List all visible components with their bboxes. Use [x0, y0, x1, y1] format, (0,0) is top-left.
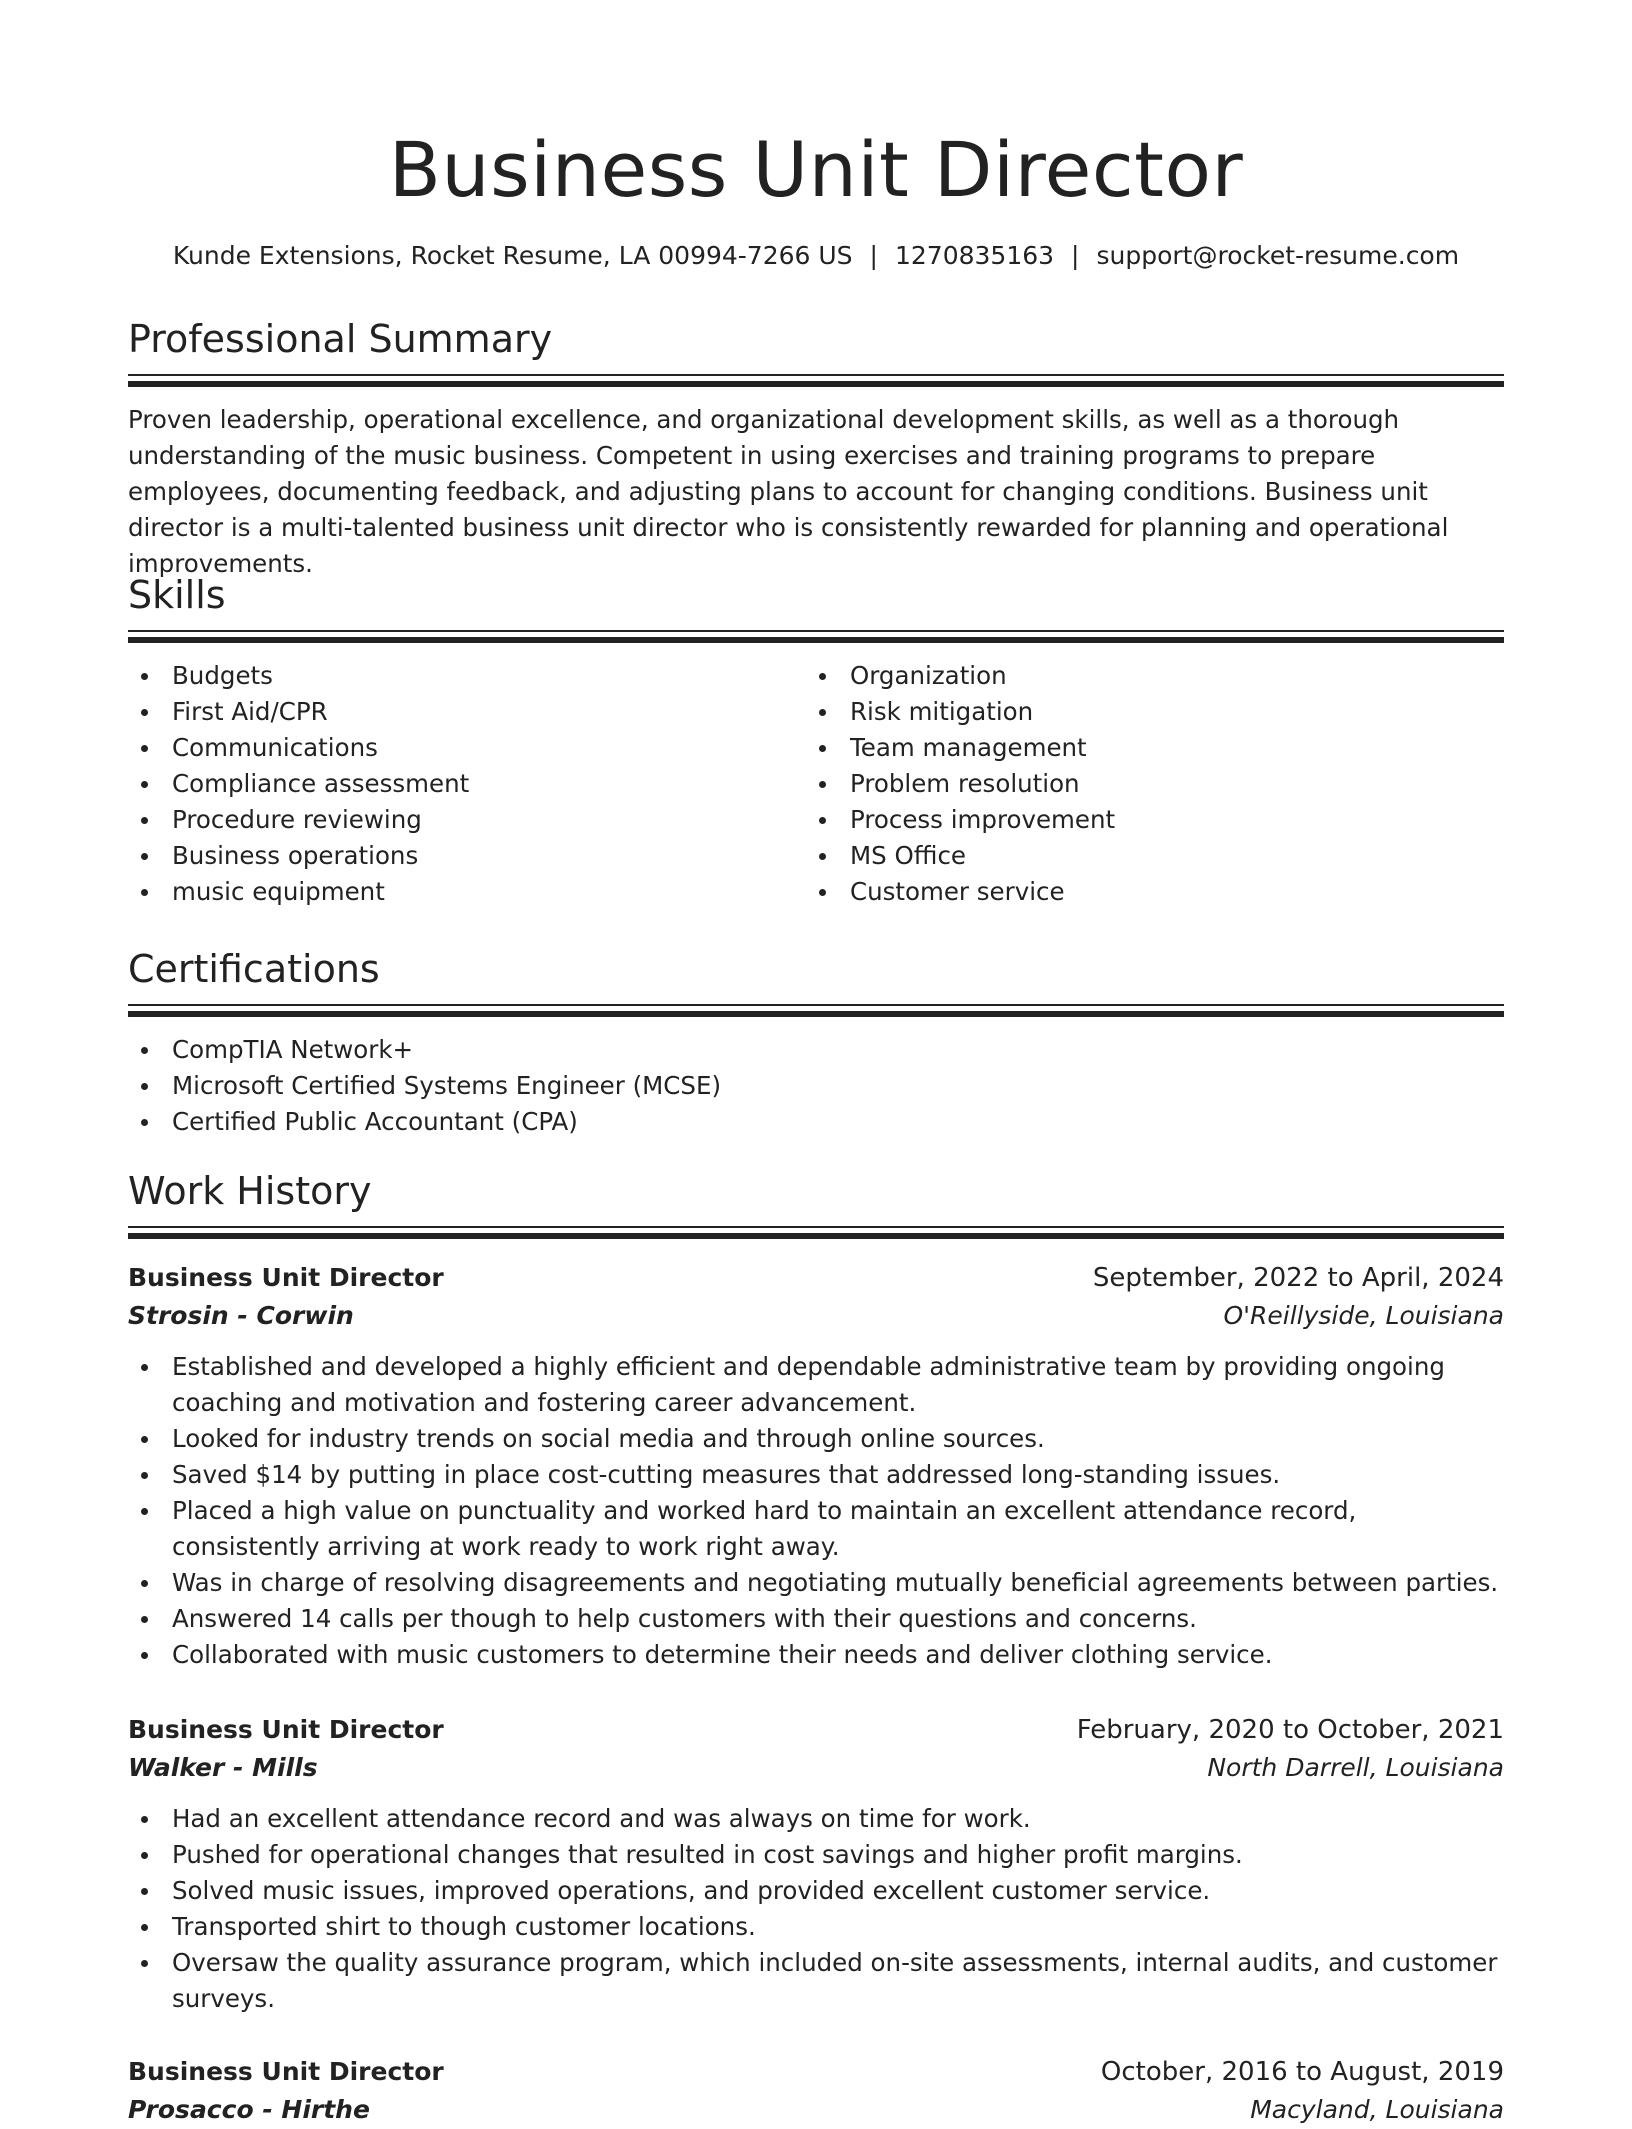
job-bullet: Collaborated with music customers to determine their needs and deliver clothing service. — [128, 1637, 1504, 1673]
certifications-heading: Certifications — [128, 947, 380, 991]
skill-item: Business operations — [128, 838, 806, 874]
certification-item: CompTIA Network+ — [128, 1032, 1504, 1068]
job-title: Business Unit Director — [128, 1263, 444, 1292]
job-entry — [128, 2053, 1504, 2129]
job-location: Macyland, Louisiana — [1250, 2095, 1504, 2124]
section-divider — [128, 374, 1504, 388]
skill-item: music equipment — [128, 874, 806, 910]
skill-item: First Aid/CPR — [128, 694, 806, 730]
certifications-list — [128, 1032, 1504, 1140]
job-entry — [128, 1259, 1504, 1673]
contact-separator: | — [869, 241, 878, 270]
skill-item: Compliance assessment — [128, 766, 806, 802]
job-bullet: Established and developed a highly efficient and dependable administrative team by providing ongoing coaching and motivation and fostering career advancement. — [128, 1349, 1504, 1421]
contact-line — [128, 236, 1504, 276]
section-divider — [128, 1226, 1504, 1240]
job-company: Prosacco - Hirthe — [128, 2095, 370, 2124]
job-entry — [128, 1711, 1504, 2017]
certifications-section — [128, 944, 1504, 1140]
section-divider — [128, 1004, 1504, 1018]
resume-title: Business Unit Director — [388, 125, 1244, 214]
job-bullet: Oversaw the quality assurance program, which included on-site assessments, internal audits, and customer surveys. — [128, 1945, 1504, 2017]
job-company: Strosin - Corwin — [128, 1301, 354, 1330]
summary-heading: Professional Summary — [128, 317, 553, 361]
skill-item: Budgets — [128, 658, 806, 694]
job-bullets — [128, 1801, 1504, 2017]
job-dates: October, 2016 to August, 2019 — [1100, 2057, 1504, 2087]
skill-item: Process improvement — [806, 802, 1484, 838]
section-divider — [128, 630, 1504, 644]
job-bullet: Solved music issues, improved operations, and provided excellent customer service. — [128, 1873, 1504, 1909]
skill-item: Problem resolution — [806, 766, 1484, 802]
job-bullet: Transported shirt to though customer locations. — [128, 1909, 1504, 1945]
skill-item: Customer service — [806, 874, 1484, 910]
skills-heading: Skills — [128, 573, 226, 617]
skill-item: Procedure reviewing — [128, 802, 806, 838]
job-bullet: Had an excellent attendance record and was always on time for work. — [128, 1801, 1504, 1837]
job-title: Business Unit Director — [128, 1715, 444, 1744]
skill-item: Organization — [806, 658, 1484, 694]
job-bullet: Pushed for operational changes that resulted in cost savings and higher profit margins. — [128, 1837, 1504, 1873]
job-bullet: Answered 14 calls per though to help customers with their questions and concerns. — [128, 1601, 1504, 1637]
job-bullet: Looked for industry trends on social media and through online sources. — [128, 1421, 1504, 1457]
job-company: Walker - Mills — [128, 1753, 318, 1782]
contact-separator: | — [1071, 241, 1080, 270]
job-dates: February, 2020 to October, 2021 — [1076, 1715, 1504, 1745]
job-bullets — [128, 1349, 1504, 1673]
work-history-section — [128, 1166, 1504, 1240]
skills-list-left — [128, 658, 806, 910]
skill-item: MS Office — [806, 838, 1484, 874]
job-location: O'Reillyside, Louisiana — [1223, 1301, 1504, 1330]
job-bullet: Placed a high value on punctuality and worked hard to maintain an excellent attendance record, consistently arriving at work ready to work right away. — [128, 1493, 1504, 1565]
skills-section — [128, 570, 1504, 910]
summary-text: Proven leadership, operational excellence, and organizational development skills, as well as a thorough understanding of the music business. Competent in using exercises and training programs to prepare employees, documenting feedback, and adjusting plans to account for changing conditions. Business unit director is a multi-talented business unit director who is consistently rewarded for planning and operational improvements. — [128, 405, 1449, 578]
certification-item: Certified Public Accountant (CPA) — [128, 1104, 1504, 1140]
certification-item: Microsoft Certified Systems Engineer (MCSE) — [128, 1068, 1504, 1104]
contact-email[interactable]: support@rocket-resume.com — [1096, 241, 1460, 270]
job-bullet: Was in charge of resolving disagreements and negotiating mutually beneficial agreements between parties. — [128, 1565, 1504, 1601]
job-title: Business Unit Director — [128, 2057, 444, 2086]
job-dates: September, 2022 to April, 2024 — [1092, 1263, 1504, 1293]
skill-item: Risk mitigation — [806, 694, 1484, 730]
skills-list-right — [806, 658, 1484, 910]
contact-address: Kunde Extensions, Rocket Resume, LA 00994-7266 US — [172, 241, 853, 270]
skill-item: Team management — [806, 730, 1484, 766]
work-history-heading: Work History — [128, 1169, 372, 1213]
summary-section — [128, 314, 1504, 582]
job-bullet: Saved $14 by putting in place cost-cutting measures that addressed long-standing issues. — [128, 1457, 1504, 1493]
contact-phone: 1270835163 — [894, 241, 1055, 270]
job-location: North Darrell, Louisiana — [1207, 1753, 1504, 1782]
skill-item: Communications — [128, 730, 806, 766]
